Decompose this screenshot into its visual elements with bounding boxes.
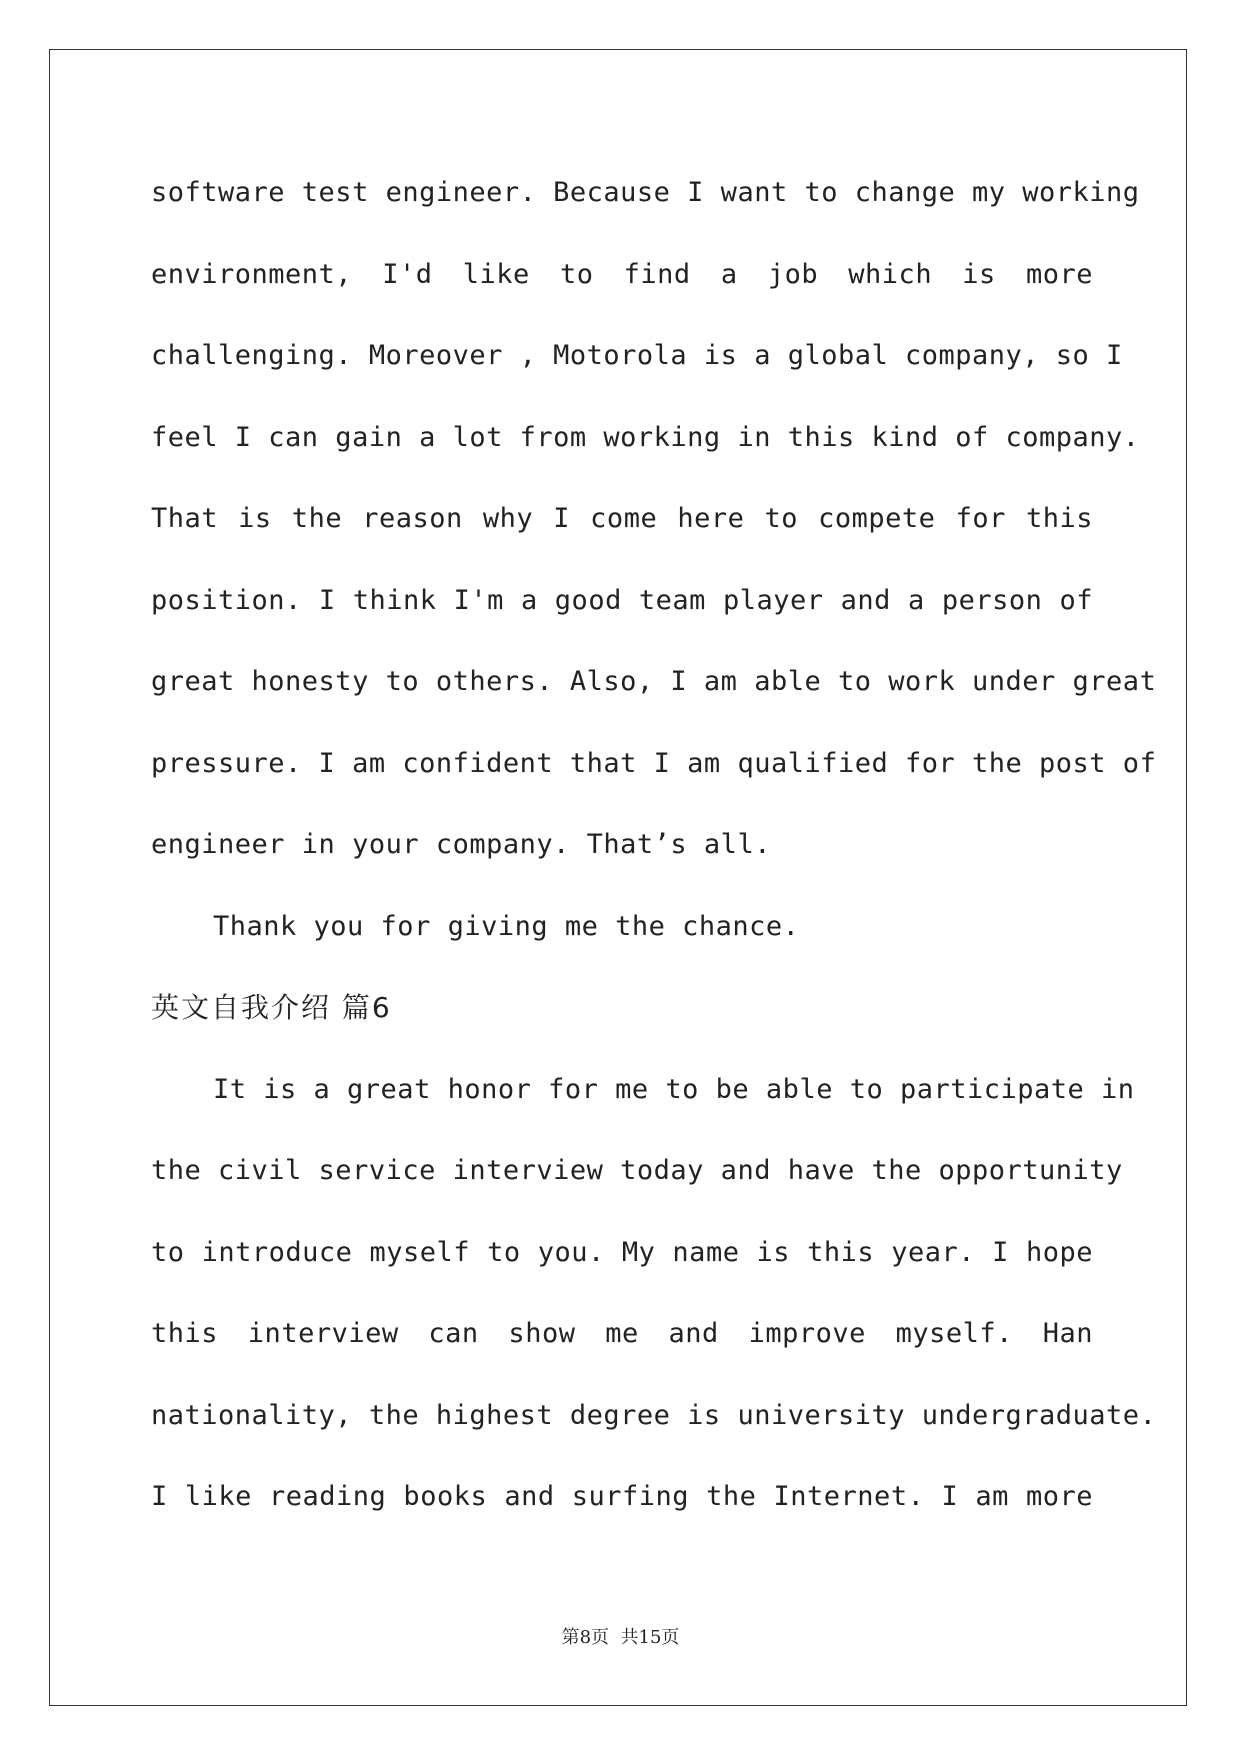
body-line: this interview can show me and improve myself. Han <box>151 1318 1093 1349</box>
body-line: feel I can gain a lot from working in this kind of company. <box>151 421 1140 453</box>
body-line: pressure. I am confident that I am qualified for the post of <box>151 747 1157 779</box>
body-line: engineer in your company. That’s all. <box>151 829 771 860</box>
body-line: That is the reason why I come here to compete for this <box>151 503 1093 534</box>
closing-line: Thank you for giving me the chance. <box>213 910 800 942</box>
body-line: position. I think I'm a good team player and a person of <box>151 584 1093 616</box>
page-footer <box>0 1623 1241 1649</box>
section-heading: 英文自我介绍 篇6 <box>151 991 392 1024</box>
body-line: I like reading books and surfing the Internet. I am more <box>151 1481 1093 1512</box>
document-body <box>151 166 1157 1552</box>
body-line: environment, I'd like to find a job which is more <box>151 258 1093 290</box>
body-line: great honesty to others. Also, I am able to work under great <box>151 666 1157 697</box>
body-line: It is a great honor for me to be able to participate in <box>213 1073 1135 1105</box>
page-number: 第8页 共15页 <box>561 1627 680 1648</box>
body-line: to introduce myself to you. My name is this year. I hope <box>151 1236 1093 1268</box>
body-line: challenging. Moreover , Motorola is a global company, so I <box>151 340 1123 371</box>
body-line: nationality, the highest degree is university undergraduate. <box>151 1399 1157 1431</box>
body-line: the civil service interview today and have the opportunity <box>151 1155 1123 1186</box>
body-line: software test engineer. Because I want to change my working <box>151 177 1140 208</box>
